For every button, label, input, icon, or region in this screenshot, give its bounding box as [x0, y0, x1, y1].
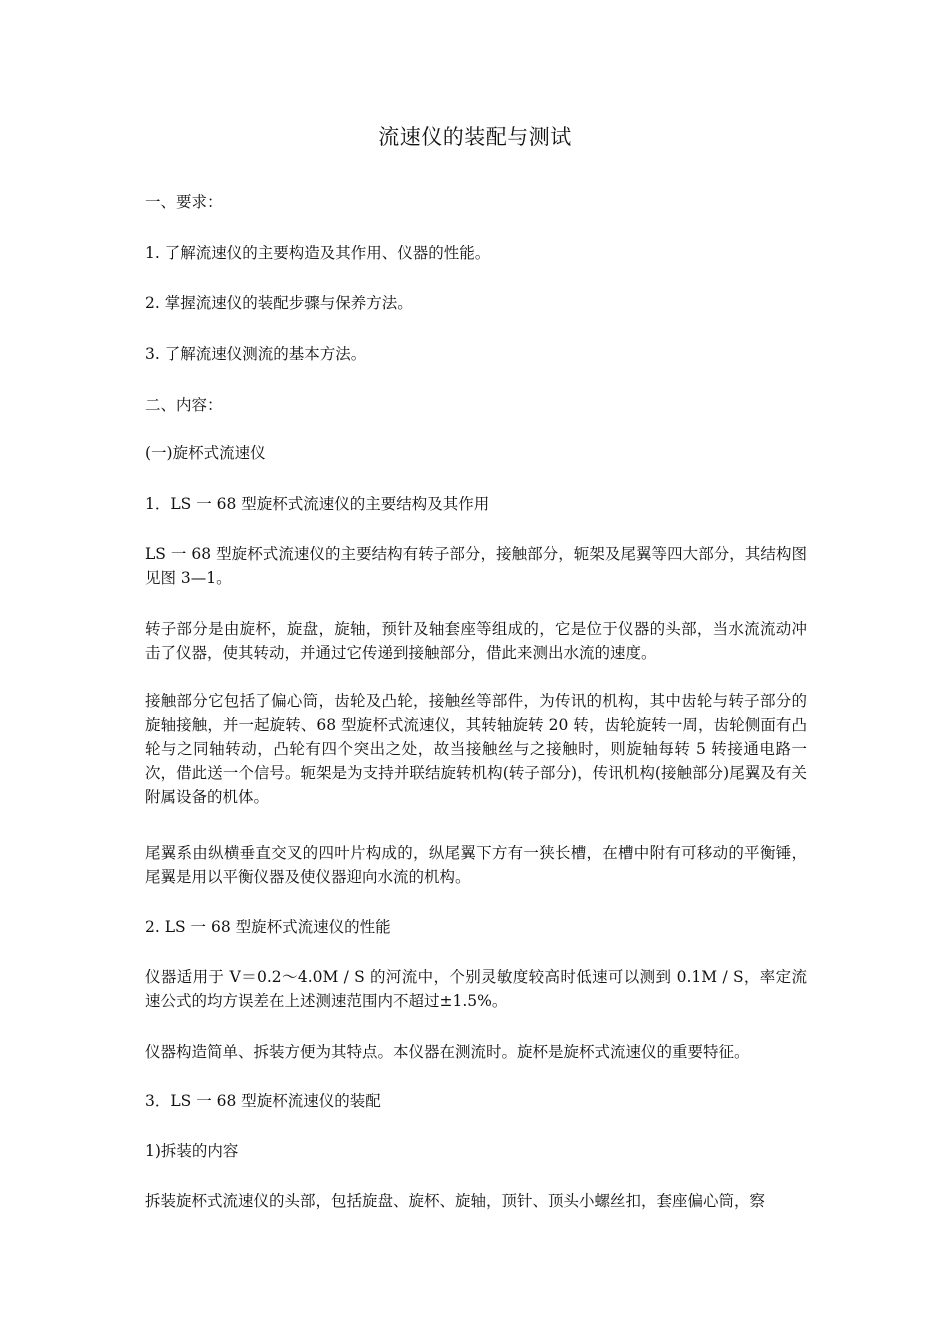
requirement-item-3: 3. 了解流速仪测流的基本方法。: [145, 345, 367, 363]
paragraph-rotor: 转子部分是由旋杯，旋盘，旋轴，预针及轴套座等组成的，它是位于仪器的头部，当水流流动冲击了仪器，使其转动，并通过它传递到接触部分，借此来测出水流的速度。: [145, 620, 807, 662]
document-title: 流速仪的装配与测试: [378, 125, 572, 149]
requirement-item-2: 2. 掌握流速仪的装配步骤与保养方法。: [145, 294, 413, 312]
paragraph-contact: 接触部分它包括了偏心筒，齿轮及凸轮，接触丝等部件，为传讯的机构，其中齿轮与转子部分的旋轴接触，并一起旋转、68 型旋杯式流速仪，其转轴旋转 20 转，齿轮旋转一周，齿轮侧面有凸轮与之同轴转动，凸轮有四个突出之处，故当接触丝与之接触时，则旋轴每转 5 转接通电路一次，借此送一个信号。轭架是为支持并联结旋转机构(转子部分)，传讯机构(接触部分)尾翼及有关附属设备的机体。: [145, 692, 807, 806]
requirement-item-1: 1. 了解流速仪的主要构造及其作用、仪器的性能。: [145, 244, 491, 262]
paragraph-tail: 尾翼系由纵横垂直交叉的四叶片构成的，纵尾翼下方有一狭长槽，在槽中附有可移动的平衡锤，尾翼是用以平衡仪器及使仪器迎向水流的机构。: [145, 844, 807, 886]
heading-structure: 1．LS 一 68 型旋杯式流速仪的主要结构及其作用: [145, 495, 490, 513]
paragraph-features: 仪器构造简单、拆装方便为其特点。本仪器在测流时。旋杯是旋杯式流速仪的重要特征。: [145, 1043, 750, 1061]
heading-disassembly-content: 1)拆装的内容: [145, 1142, 239, 1160]
section-heading-requirements: 一、要求：: [145, 193, 223, 211]
paragraph-performance: 仪器适用于 V＝0.2～4.0M / S 的河流中，个别灵敏度较高时低速可以测到 0.1M / S，率定流速公式的均方误差在上述测速范围内不超过±1.5%。: [145, 968, 807, 1010]
subsection-heading-cup-meter: (一)旋杯式流速仪: [145, 444, 266, 462]
paragraph-disassembly: 拆装旋杯式流速仪的头部，包括旋盘、旋杯、旋轴，顶针、顶头小螺丝扣，套座偏心筒，察: [145, 1192, 766, 1210]
heading-assembly: 3．LS 一 68 型旋杯流速仪的装配: [145, 1092, 381, 1110]
section-heading-content: 二、内容：: [145, 396, 223, 414]
heading-performance: 2. LS 一 68 型旋杯式流速仪的性能: [145, 918, 391, 936]
paragraph-structure-overview: LS 一 68 型旋杯式流速仪的主要结构有转子部分，接触部分，轭架及尾翼等四大部分，其结构图见图 3—1。: [145, 545, 807, 587]
